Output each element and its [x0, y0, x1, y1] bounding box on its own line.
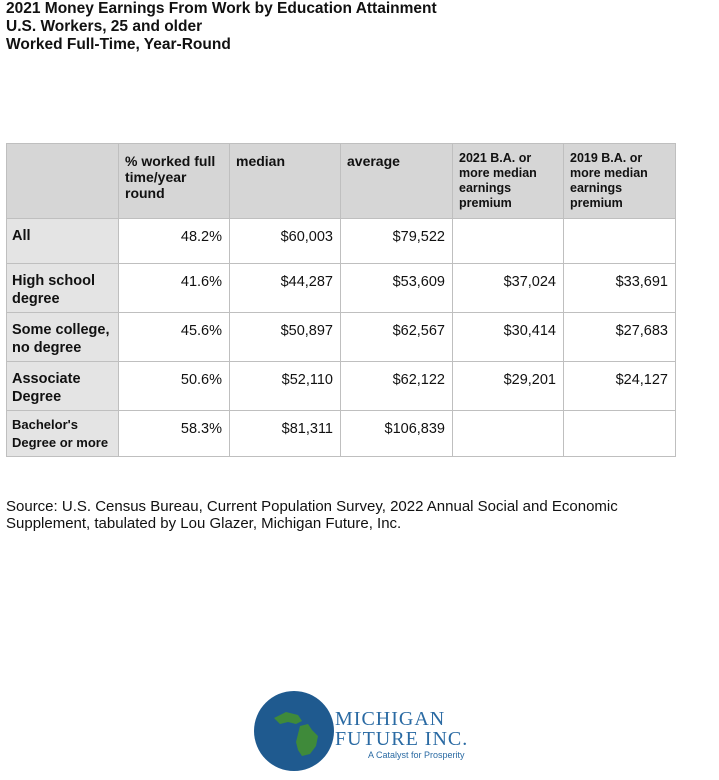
cell-pct: 48.2% [119, 219, 230, 264]
row-label: Associate Degree [7, 362, 119, 411]
cell-median: $52,110 [230, 362, 341, 411]
cell-median: $81,311 [230, 411, 341, 457]
logo-tagline: A Catalyst for Prosperity [368, 750, 465, 760]
cell-pct: 41.6% [119, 264, 230, 313]
cell-2019-premium: $24,127 [564, 362, 676, 411]
logo-text-line-1: MICHIGAN [335, 708, 446, 730]
globe-icon [252, 688, 338, 774]
row-label: Some college, no degree [7, 313, 119, 362]
table-header-row [7, 144, 676, 219]
row-label: All [7, 219, 119, 264]
table-row [7, 411, 676, 457]
cell-2021-premium [453, 219, 564, 264]
cell-2021-premium: $37,024 [453, 264, 564, 313]
cell-2019-premium [564, 411, 676, 457]
header-median: median [230, 144, 341, 219]
cell-average: $79,522 [341, 219, 453, 264]
table-row [7, 219, 676, 264]
header-cell-empty [7, 144, 119, 219]
table-row [7, 313, 676, 362]
cell-pct: 58.3% [119, 411, 230, 457]
cell-2021-premium: $29,201 [453, 362, 564, 411]
cell-2021-premium: $30,414 [453, 313, 564, 362]
row-label: High school degree [7, 264, 119, 313]
cell-pct: 45.6% [119, 313, 230, 362]
header-pct-worked: % worked full time/year round [119, 144, 230, 219]
document-title [6, 0, 437, 54]
header-2021-premium: 2021 B.A. or more median earnings premium [453, 144, 564, 219]
header-2019-premium: 2019 B.A. or more median earnings premium [564, 144, 676, 219]
cell-pct: 50.6% [119, 362, 230, 411]
cell-2019-premium [564, 219, 676, 264]
earnings-table [6, 143, 676, 457]
michigan-future-logo [252, 688, 482, 774]
row-label: Bachelor's Degree or more [7, 411, 119, 457]
title-line-2: U.S. Workers, 25 and older [6, 18, 203, 35]
cell-median: $60,003 [230, 219, 341, 264]
cell-average: $106,839 [341, 411, 453, 457]
cell-average: $62,567 [341, 313, 453, 362]
cell-2019-premium: $33,691 [564, 264, 676, 313]
logo-text-line-2: FUTURE INC. [335, 728, 469, 750]
cell-average: $53,609 [341, 264, 453, 313]
source-note: Source: U.S. Census Bureau, Current Population Survey, 2022 Annual Social and Economic Supplement, tabulated by Lou Glazer, Michigan Future, Inc. [6, 498, 618, 532]
table-row [7, 264, 676, 313]
cell-2019-premium: $27,683 [564, 313, 676, 362]
cell-average: $62,122 [341, 362, 453, 411]
table-row [7, 362, 676, 411]
cell-2021-premium [453, 411, 564, 457]
cell-median: $50,897 [230, 313, 341, 362]
cell-median: $44,287 [230, 264, 341, 313]
title-line-1: 2021 Money Earnings From Work by Education Attainment [6, 0, 437, 17]
globe-circle [254, 691, 334, 771]
header-average: average [341, 144, 453, 219]
title-line-3: Worked Full-Time, Year-Round [6, 36, 231, 53]
